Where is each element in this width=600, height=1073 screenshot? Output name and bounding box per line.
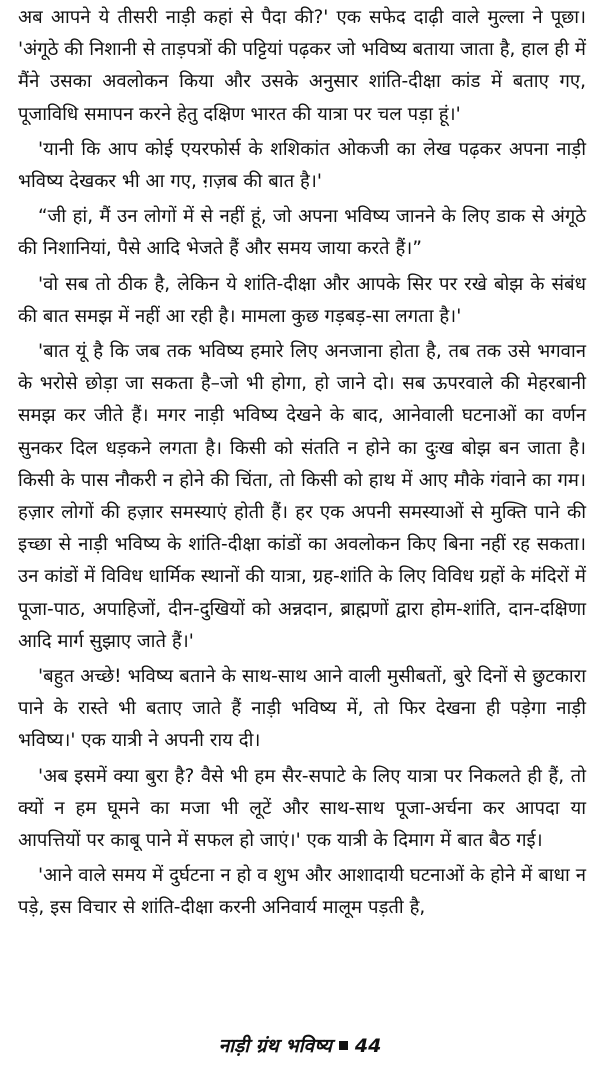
paragraph: 'बहुत अच्छे! भविष्य बताने के साथ-साथ आने वाली मुसीबतों, बुरे दिनों से छुटकारा पाने के रास्ते भी बताए जाते हैं नाड़ी भविष्य में, तो फिर देखना ही पड़ेगा नाड़ी भविष्य।' एक यात्री ने अपनी राय दी। xyxy=(18,666,586,752)
paragraph: 'यानी कि आप कोई एयरफोर्स के शशिकांत ओकजी का लेख पढ़कर अपना नाड़ी भविष्य देखकर भी आ गए, ग़ज़ब की बात है।' xyxy=(18,138,586,193)
page-number: 44 xyxy=(354,1035,382,1057)
square-bullet-icon xyxy=(339,1041,348,1050)
paragraph: 'अब इसमें क्या बुरा है? वैसे भी हम सैर-सपाटे के लिए यात्रा पर निकलते ही हैं, तो क्यों न हम घूमने का मजा भी लूटें और साथ-साथ पूजा-अर्चना कर आपदा या आपत्तियों पर काबू पाने में सफल हो जाएं।' एक यात्री के दिमाग में बात बैठ गई। xyxy=(18,765,586,852)
footer-book-title: नाड़ी ग्रंथ भविष्य xyxy=(218,1035,332,1057)
paragraph: 'बात यूं है कि जब तक भविष्य हमारे लिए अनजाना होता है, तब तक उसे भगवान के भरोसे छोड़ा जा सकता है–जो भी होगा, हो जाने दो। सब ऊपरवाले की मेहरबानी समझ कर जीते हैं। मगर नाड़ी भविष्य देखने के बाद, आनेवाली घटनाओं का वर्णन सुनकर दिल धड़कने लगता है। किसी को संतति न होने का दुःख बोझ बन जाता है। किसी के पास नौकरी न होने की चिंता, तो किसी को हाथ में आए मौके गंवाने का गम। हज़ार लोगों की हज़ार समस्याएं होती हैं। हर एक अपनी समस्याओं से मुक्ति पाने की इच्छा से नाड़ी भविष्य के शांति-दीक्षा कांडों का अवलोकन किए बिना नहीं रह सकता। उन कांडों में विविध धार्मिक स्थानों की यात्रा, ग्रह-शांति के लिए विविध ग्रहों के मंदिरों में पूजा-पाठ, अपाहिजों, दीन-दुखियों को अन्नदान, ब्राह्मणों द्वारा होम-शांति, दान-दक्षिणा आदि मार्ग सुझाए जाते हैं।' xyxy=(18,341,586,652)
page-footer xyxy=(0,1032,600,1058)
paragraph: 'आने वाले समय में दुर्घटना न हो व शुभ और आशादायी घटनाओं के होने में बाधा न पड़े, इस विचार से शांति-दीक्षा करनी अनिवार्य मालूम पड़ती है, xyxy=(18,865,586,919)
body-text xyxy=(18,2,586,925)
paragraph: “जी हां, मैं उन लोगों में से नहीं हूं, जो अपना भविष्य जानने के लिए डाक से अंगूठे की निशानियां, पैसे आदि भेजते हैं और समय जाया करते हैं।” xyxy=(18,206,586,260)
paragraph: 'वो सब तो ठीक है, लेकिन ये शांति-दीक्षा और आपके सिर पर रखे बोझ के संबंध की बात समझ में नहीं आ रही है। मामला कुछ गड़बड़-सा लगता है।' xyxy=(18,273,586,327)
paragraph: अब आपने ये तीसरी नाड़ी कहां से पैदा की?' एक सफेद दाढ़ी वाले मुल्ला ने पूछा। 'अंगूठे की निशानी से ताड़पत्रों की पट्टियां पढ़कर जो भविष्य बताया जाता है, हाल ही में मैंने उसका अवलोकन किया और उसके अनुसार शांति-दीक्षा कांड में बताए गए, पूजाविधि समापन करने हेतु दक्षिण भारत की यात्रा पर चल पड़ा हूं।' xyxy=(18,7,586,125)
